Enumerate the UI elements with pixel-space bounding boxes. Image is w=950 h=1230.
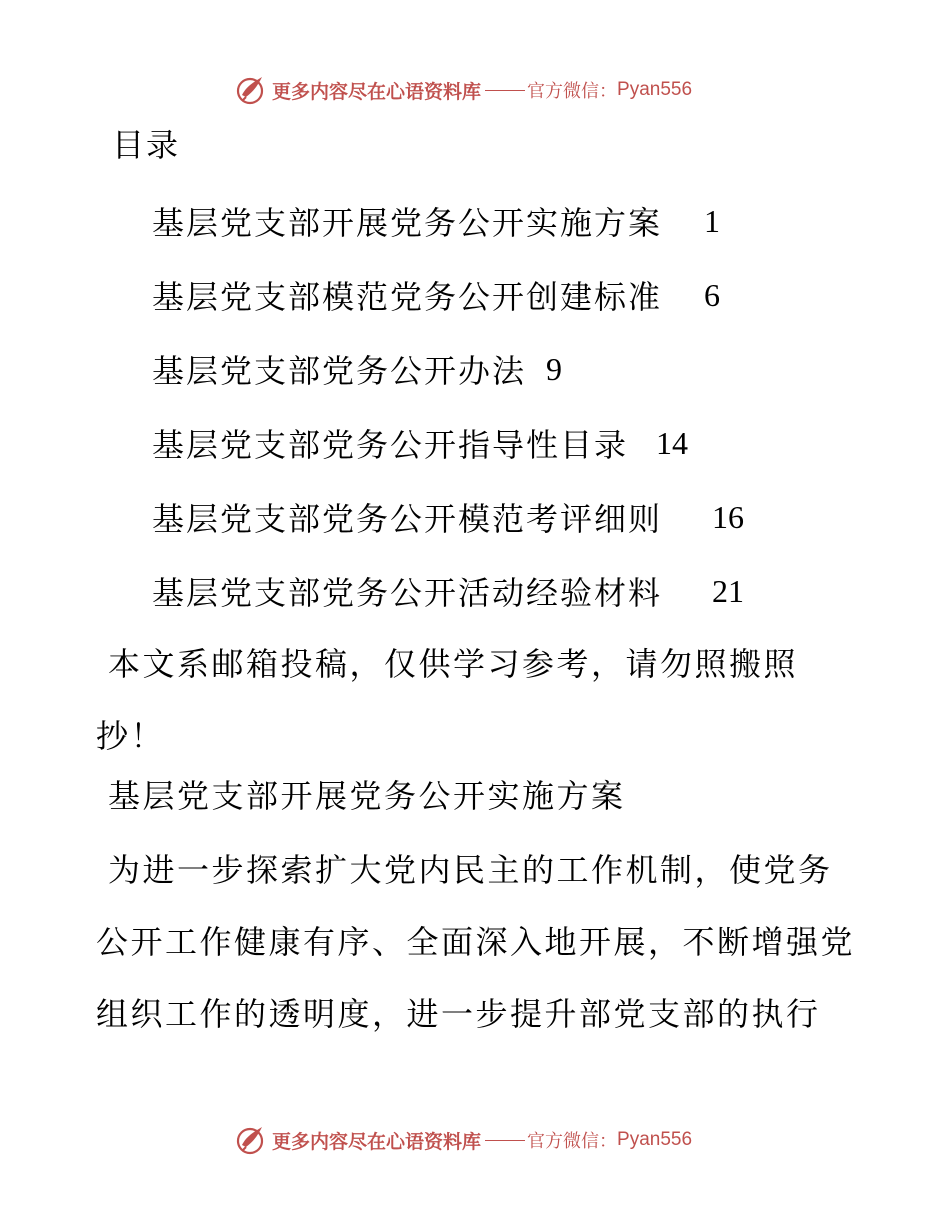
watermark-dash <box>485 1140 525 1141</box>
toc-item-title: 基层党支部党务公开模范考评细则 <box>152 500 663 538</box>
submission-notice: 本文系邮箱投稿，仅供学习参考，请勿照搬照抄！ <box>96 645 799 755</box>
toc-item <box>152 258 744 332</box>
toc-item <box>152 406 744 480</box>
toc-item <box>152 554 744 628</box>
toc-title: 目录 <box>112 126 181 164</box>
toc-item-page: 9 <box>546 350 562 387</box>
toc-item <box>152 480 744 554</box>
toc-item-title: 基层党支部党务公开办法 <box>152 352 527 390</box>
toc-item-page: 1 <box>704 202 720 239</box>
watermark-dash <box>485 90 525 91</box>
section-title: 基层党支部开展党务公开实施方案 <box>108 777 626 815</box>
footer-watermark <box>234 1122 692 1158</box>
toc-item <box>152 184 744 258</box>
toc-item-title: 基层党支部开展党务公开实施方案 <box>152 204 663 242</box>
toc-list <box>152 184 744 628</box>
watermark-wechat-id: Pyan556 <box>617 79 693 100</box>
pen-nib-logo-icon <box>234 1123 268 1157</box>
toc-item-page: 16 <box>712 498 744 535</box>
pen-nib-logo-icon <box>234 73 268 107</box>
toc-item-title: 基层党支部党务公开指导性目录 <box>152 426 629 464</box>
watermark-wechat-id: Pyan556 <box>617 1129 693 1150</box>
header-watermark <box>234 72 692 108</box>
toc-item-title: 基层党支部党务公开活动经验材料 <box>152 574 663 612</box>
toc-item-title: 基层党支部模范党务公开创建标准 <box>152 278 663 316</box>
watermark-sub-text: 官方微信： <box>527 1131 618 1152</box>
watermark-main-text: 更多内容尽在心语资料库 <box>272 1130 482 1153</box>
watermark-main-text: 更多内容尽在心语资料库 <box>272 80 482 103</box>
watermark-sub-text: 官方微信： <box>527 81 618 102</box>
toc-item-page: 14 <box>656 424 688 461</box>
body-paragraph: 为进一步探索扩大党内民主的工作机制，使党务公开工作健康有序、全面深入地开展，不断增强党组织工作的透明度，进一步提升部党支部的执行 <box>96 851 856 1033</box>
toc-item-page: 6 <box>704 276 720 313</box>
toc-item-page: 21 <box>712 572 744 609</box>
toc-item <box>152 332 744 406</box>
